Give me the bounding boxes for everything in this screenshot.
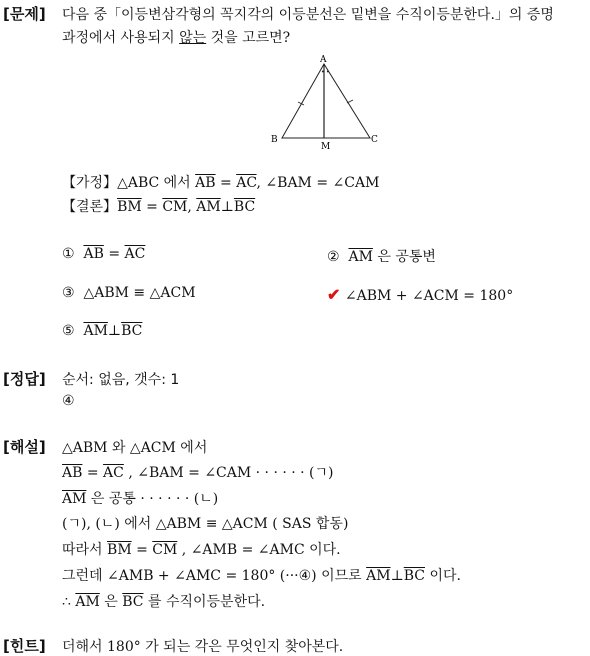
choice-5[interactable] — [62, 323, 142, 339]
exp-seg-cm: $\overline{CM}$ — [152, 542, 178, 558]
assumption-tri: △ABC 에서 — [117, 175, 196, 191]
answer-line-2: ④ — [62, 393, 75, 409]
exp-seg-ac: $\overline{AC}$ — [103, 465, 124, 481]
choice-4[interactable] — [327, 285, 513, 304]
angle-mark-left: • — [321, 69, 325, 76]
tick-ac — [347, 100, 353, 103]
problem-line-2-pre: 과정에서 사용되지 — [62, 30, 180, 46]
label-b: B — [271, 135, 278, 145]
segment-bc: $\overline{BC}$ — [233, 199, 256, 215]
label-m: M — [321, 142, 331, 150]
conclusion-comma: , — [187, 199, 197, 215]
assumption-head: 【가정】 — [62, 175, 118, 191]
exp-line-3-rest: 은 공통 · · · · · · (ㄴ) — [86, 491, 219, 507]
exp-line-6-rest: 이다. — [425, 568, 461, 584]
exp-seg-am: $\overline{AM}$ — [62, 491, 87, 507]
explanation-line-1: △ABM 와 △ACM 에서 — [62, 440, 208, 456]
assumption-rest: , ∠BAM = ∠CAM — [256, 175, 380, 191]
isosceles-triangle-figure — [262, 50, 382, 150]
hint-text: 더해서 180° 가 되는 각은 무엇인지 찾아본다. — [62, 639, 344, 655]
explanation-line-2 — [62, 462, 334, 482]
exp-line-5-pre: 따라서 — [62, 542, 108, 558]
perp-symbol: ⊥ — [220, 199, 234, 215]
segment-cm: $\overline{CM}$ — [162, 199, 188, 215]
conclusion-eq: = — [141, 199, 163, 215]
angle-mark-right: • — [326, 69, 330, 76]
segment-ab: $\overline{AB}$ — [195, 175, 216, 191]
exp-perp: ⊥ — [390, 568, 404, 584]
exp-seg-bm: $\overline{BM}$ — [107, 542, 132, 558]
explanation-line-6 — [62, 565, 461, 585]
conclusion-line — [62, 196, 255, 216]
assumption-line — [62, 172, 379, 192]
choice-3-number: ③ — [62, 285, 75, 301]
choice-1-number: ① — [62, 246, 75, 262]
choice-3[interactable] — [62, 285, 196, 301]
answer-tag: [정답] — [3, 370, 46, 388]
explanation-line-7 — [62, 591, 265, 611]
choice-1-eq: = — [103, 246, 125, 262]
problem-line-1: 다음 중「이등변삼각형의 꼭지각의 이등분선은 밑변을 수직이등분한다.」의 증명 — [62, 7, 554, 23]
hint-tag: [힌트] — [3, 637, 46, 655]
segment-bm: $\overline{BM}$ — [117, 199, 142, 215]
choice-2[interactable] — [327, 246, 436, 266]
explanation-line-3 — [62, 488, 218, 508]
exp-line-6-pre: 그런데 ∠AMB + ∠AMC = 180° (···④) 이므로 — [62, 568, 367, 584]
answer-line-1: 순서: 없음, 갯수: 1 — [62, 372, 180, 388]
choice-3-text: △ABM ≡ △ACM — [83, 285, 196, 301]
choice-5-seg-a: $\overline{AM}$ — [83, 323, 108, 339]
segment-am: $\overline{AM}$ — [196, 199, 221, 215]
exp-line-2-rest: , ∠BAM = ∠CAM · · · · · · (ㄱ) — [123, 465, 334, 481]
segment-ac: $\overline{AC}$ — [236, 175, 257, 191]
label-a: A — [320, 55, 327, 65]
conclusion-head: 【결론】 — [62, 199, 118, 215]
problem-line-2-post: 것을 고르면? — [206, 30, 291, 46]
exp-seg-bc: $\overline{BC}$ — [403, 568, 425, 584]
exp-line-5-rest: , ∠AMB = ∠AMC 이다. — [177, 542, 341, 558]
exp-seg-bc-2: $\overline{BC}$ — [122, 594, 144, 610]
choice-2-number: ② — [327, 249, 340, 265]
therefore-symbol: ∴ — [62, 594, 76, 610]
choice-1-seg-b: $\overline{AC}$ — [124, 246, 146, 262]
label-c: C — [371, 135, 378, 145]
correct-check-icon: ✔ — [327, 285, 341, 304]
choice-2-rest: 은 공통변 — [372, 249, 436, 265]
problem-tag: [문제] — [3, 5, 46, 23]
choice-1[interactable] — [62, 246, 145, 262]
choice-4-text: ∠ABM + ∠ACM = 180° — [344, 288, 514, 304]
exp-seg-am-2: $\overline{AM}$ — [366, 568, 391, 584]
choice-2-seg: $\overline{AM}$ — [348, 249, 373, 265]
exp-line-7-mid: 은 — [99, 594, 123, 610]
explanation-line-4: (ㄱ), (ㄴ) 에서 △ABM ≡ △ACM ( SAS 합동) — [62, 516, 349, 532]
exp-line-7-rest: 를 수직이등분한다. — [143, 594, 266, 610]
problem-line-2 — [62, 27, 290, 47]
problem-emphasis: 않는 — [179, 30, 207, 46]
choice-5-number: ⑤ — [62, 323, 75, 339]
choice-1-seg-a: $\overline{AB}$ — [83, 246, 104, 262]
choice-5-perp: ⊥ — [107, 323, 122, 339]
choice-5-seg-b: $\overline{BC}$ — [121, 323, 143, 339]
exp-seg-am-3: $\overline{AM}$ — [75, 594, 100, 610]
assumption-eq: = — [215, 175, 237, 191]
explanation-line-5 — [62, 539, 341, 559]
exp-eq-1: = — [82, 465, 104, 481]
explanation-tag: [해설] — [3, 438, 46, 456]
exp-seg-ab: $\overline{AB}$ — [62, 465, 83, 481]
exp-eq-2: = — [131, 542, 153, 558]
